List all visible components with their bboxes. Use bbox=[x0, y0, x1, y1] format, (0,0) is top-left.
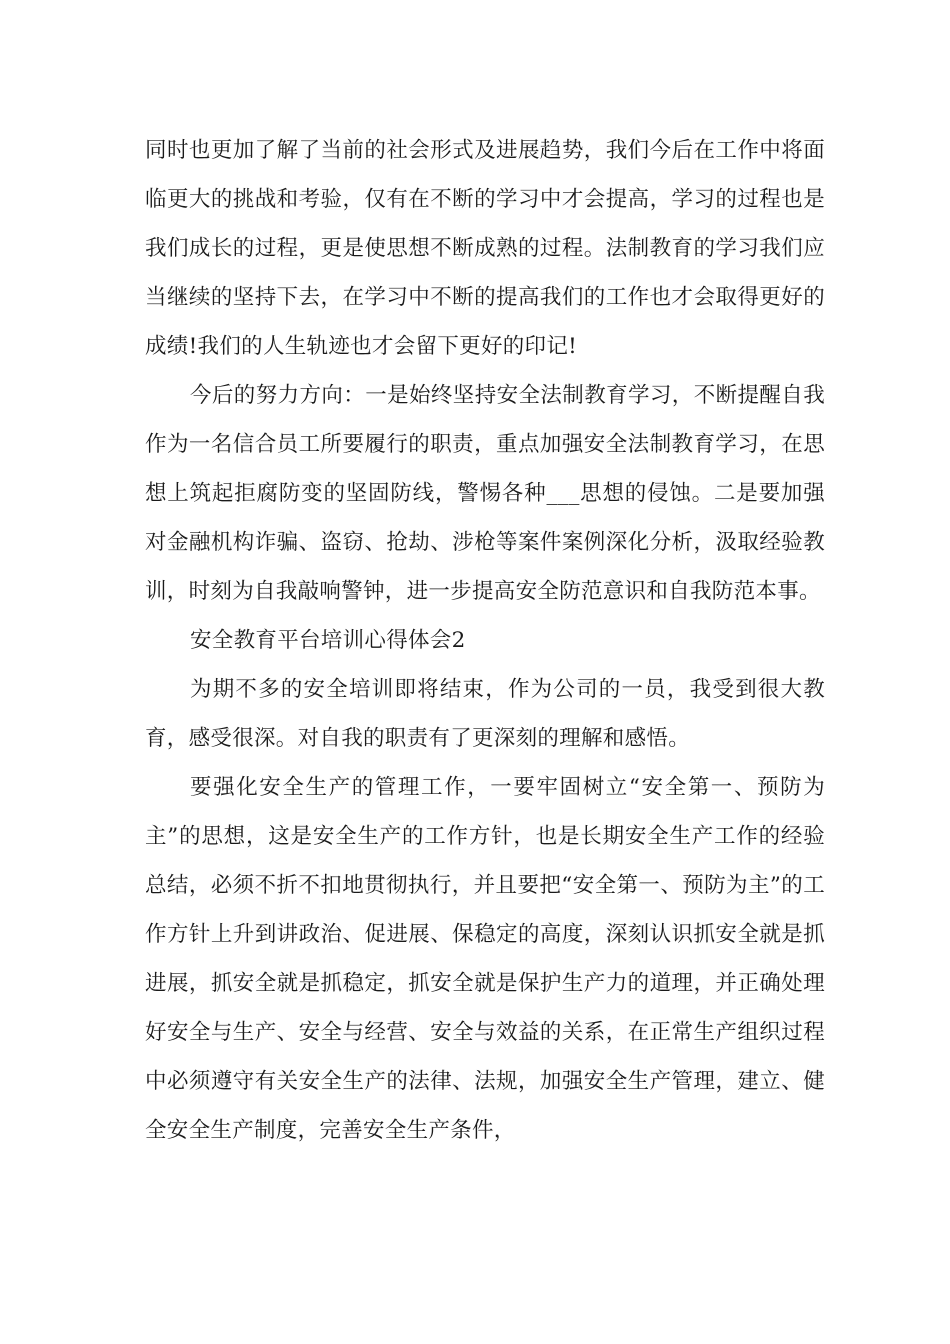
paragraph-future-direction: 今后的努力方向：一是始终坚持安全法制教育学习，不断提醒自我作为一名信合员工所要履行的职责，重点加强安全法制教育学习，在思想上筑起拒腐防变的坚固防线，警惕各种___思想的侵蚀。二是要加强对金融机构诈骗、盗窃、抢劫、涉枪等案件案例深化分析，汲取经验教训，时刻为自我敲响警钟，进一步提高安全防范意识和自我防范本事。 bbox=[145, 383, 825, 604]
paragraph-continuation: 同时也更加了解了当前的社会形式及进展趋势，我们今后在工作中将面临更大的挑战和考验，仅有在不断的学习中才会提高，学习的过程也是我们成长的过程，更是使思想不断成熟的过程。法制教育的学习我们应当继续的坚持下去，在学习中不断的提高我们的工作也才会取得更好的成绩!我们的人生轨迹也才会留下更好的印记! bbox=[145, 138, 825, 359]
paragraph-safety-management: 要强化安全生产的管理工作，一要牢固树立“安全第一、预防为主”的思想，这是安全生产的工作方针，也是长期安全生产工作的经验总结，必须不折不扣地贯彻执行，并且要把“安全第一、预防为主”的工作方针上升到讲政治、促进展、保稳定的高度，深刻认识抓安全就是抓进展，抓安全就是抓稳定，抓安全就是保护生产力的道理，并正确处理好安全与生产、安全与经营、安全与效益的关系，在正常生产组织过程中必须遵守有关安全生产的法律、法规，加强安全生产管理，建立、健全安全生产制度，完善安全生产条件， bbox=[145, 775, 825, 1143]
paragraph-training-intro: 为期不多的安全培训即将结束，作为公司的一员，我受到很大教育，感受很深。对自我的职责有了更深刻的理解和感悟。 bbox=[145, 677, 825, 751]
document-body bbox=[145, 126, 825, 1155]
section-heading: 安全教育平台培训心得体会2 bbox=[190, 628, 466, 653]
